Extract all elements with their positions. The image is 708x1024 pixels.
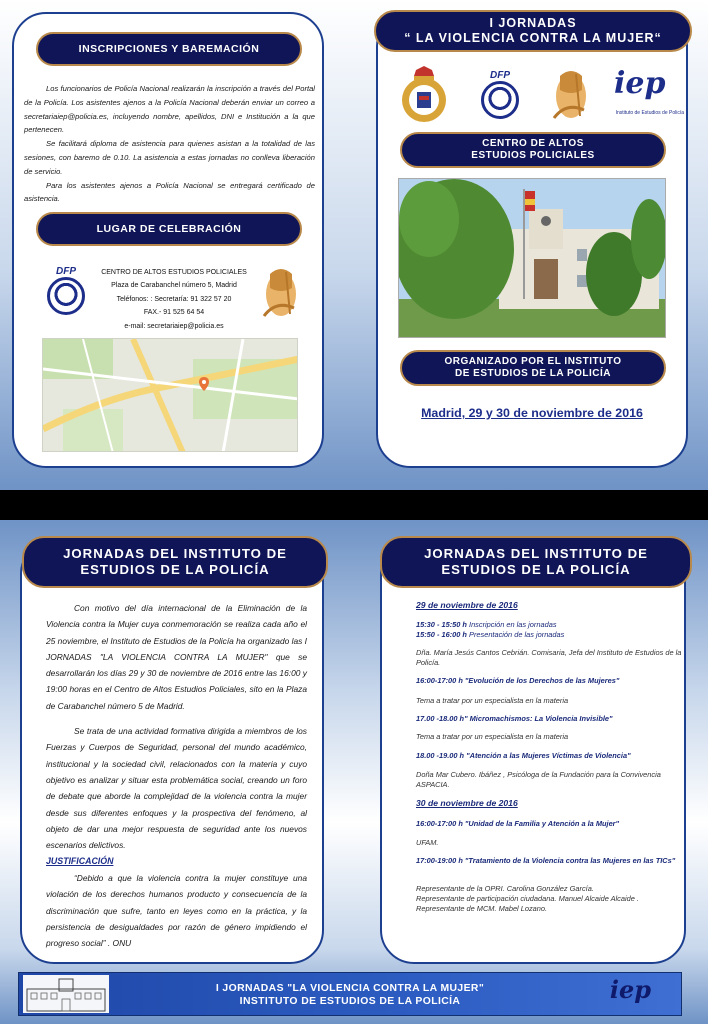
day-header: 29 de noviembre de 2016	[416, 600, 518, 610]
schedule-note: Representante de participación ciudadana. Manuel Alcaide Alcaide .	[416, 894, 639, 903]
day-header: 30 de noviembre de 2016	[416, 798, 518, 808]
map-pin-icon	[199, 377, 209, 391]
schedule-note: Dña. María Jesús Cantos Cebrián. Comisaria, Jefa del Instituto de Estudios de la Policía.	[416, 648, 682, 667]
building-sketch-icon	[23, 975, 109, 1013]
lugar-heading: LUGAR DE CELEBRACIÓN	[36, 212, 302, 246]
schedule-note: Tema a tratar por un especialista en la materia	[416, 696, 569, 705]
address-line: Teléfonos: : Secretaría: 91 322 57 20	[116, 295, 232, 303]
address-line: CENTRO DE ALTOS ESTUDIOS POLICIALES	[101, 269, 247, 276]
schedule-session: 17:00-19:00 h "Tratamiento de la Violencia contra las Mujeres en las TICs"	[416, 856, 676, 865]
centro-heading: CENTRO DE ALTOS ESTUDIOS POLICIALES	[400, 132, 666, 168]
iep-logo-mark: iep	[614, 66, 666, 101]
police-crest-icon	[398, 66, 450, 126]
intro-paragraph: Con motivo del día internacional de la Eliminación de la Violencia contra la Mujer cuya conmemoración se realiza cada año el 25 noviembre, el Instituto de Estudios de la Policía ha organizado las I JORNADAS "LA VIOLENCIA CONTRA LA MUJER" que se desarrollarán los días 29 y 30 de noviembre de 2016 entre las 16:00 y 19:00 horas en el Centro de Altos Estudios Policiales, sito en la Plaza de Carabanchel número 5 de Madrid.	[46, 603, 307, 711]
organizado-heading: ORGANIZADO POR EL INSTITUTO DE ESTUDIOS DE LA POLICÍA	[400, 350, 666, 386]
schedule-session: 18.00 -19.00 h "Atención a las Mujeres Víctimas de Violencia"	[416, 751, 631, 760]
schedule-note: Representante de la OPRI. Carolina González García.	[416, 884, 594, 893]
cover-title: I JORNADAS “ LA VIOLENCIA CONTRA LA MUJER“	[374, 10, 692, 52]
schedule-note: UFAM.	[416, 838, 439, 847]
location-map[interactable]	[42, 338, 298, 452]
schedule-note: Doña Mar Cubero. Ibáñez , Psicóloga de la Fundación para la Convivencia ASPACIA.	[416, 770, 661, 789]
address-block	[96, 266, 252, 333]
programa-schedule	[416, 600, 686, 940]
programa-heading: JORNADAS DEL INSTITUTO DE ESTUDIOS DE LA POLICÍA	[380, 536, 692, 588]
inscripciones-paragraph: Se facilitará diploma de asistencia para quienes asistan a la totalidad de las sesiones, con baremo de 0.10. La asistencia a estas jornadas no conlleva liberación de servicio.	[24, 139, 315, 176]
iep-footer-logo: iep	[609, 975, 651, 1004]
iep-logo	[608, 66, 684, 122]
justificacion-text: “Debido a que la violencia contra la mujer constituye una violación de los derechos humanos producto y consecuencia de la discriminación que sufre, tanto en leyes como en la práctica, y la persistencia de desigualdades por razón de género impidiendo el progreso social” . ONU	[46, 873, 307, 949]
schedule-session: 16:00-17:00 h "Unidad de la Familia y Atención a la Mujer"	[416, 819, 620, 828]
intro-text	[46, 600, 307, 853]
schedule-session: 16:00-17:00 h "Evolución de los Derechos de las Mujeres"	[416, 676, 620, 685]
inscripciones-heading: INSCRIPCIONES Y BAREMACIÓN	[36, 32, 302, 66]
inscripciones-text	[24, 82, 315, 206]
schedule-item: 15:30 - 15:50 h Inscripción en las jornadas	[416, 620, 557, 629]
building-photo	[398, 178, 666, 338]
inscripciones-paragraph: Para los asistentes ajenos a Policía Nacional se entregará certificado de asistencia.	[24, 180, 315, 204]
address-line: Plaza de Carabanchel número 5, Madrid	[111, 282, 237, 290]
schedule-note: Tema a tratar por un especialista en la materia	[416, 732, 569, 741]
footer-banner	[18, 972, 682, 1016]
gold-laurel-head-icon	[546, 66, 596, 124]
dfp-logo-icon: DFP	[472, 70, 528, 120]
event-date: Madrid, 29 y 30 de noviembre de 2016	[421, 406, 643, 420]
schedule-session: 17.00 -18.00 h" Micromachismos: La Violencia Invisible"	[416, 714, 613, 723]
gold-laurel-head-icon	[256, 264, 306, 322]
justificacion-heading: JUSTIFICACIÓN	[46, 856, 114, 866]
dfp-logo-icon: DFP	[38, 266, 94, 316]
intro-heading: JORNADAS DEL INSTITUTO DE ESTUDIOS DE LA POLICÍA	[22, 536, 328, 588]
iep-logo-caption: Instituto de Estudios de Policía	[615, 110, 684, 116]
footer-text: I JORNADAS "LA VIOLENCIA CONTRA LA MUJER" INSTITUTO DE ESTUDIOS DE LA POLICÍA	[215, 983, 485, 1007]
inscripciones-paragraph: Los funcionarios de Policía Nacional realizarán la inscripción a través del Portal de la Policía. Los asistentes ajenos a la Policía Nacional deberán enviar un correo a secretariaiep@policia.es, incluyendo nombre, apellidos, DNI e Institución a la que pertenecen.	[24, 84, 315, 135]
schedule-item: 15:50 - 16:00 h Presentación de las jornadas	[416, 630, 565, 639]
intro-paragraph: Se trata de una actividad formativa dirigida a miembros de los Fuerzas y Cuerpos de Seguridad, personal del mundo académico, institucional y la sociedad civil, relacionados con la materia y cuyo objetivo es analizar y situar esta problemática social, creando un foro de debate que aborde la complejidad de la violencia contra la mujer desde sus diferentes enfoques y la prospectiva del fenómeno, al objeto de dar una mejor respuesta de seguridad ante los nuevos escenarios delictivos.	[46, 726, 307, 851]
address-line: e-mail: secretariaiep@policia.es	[124, 322, 224, 330]
page-divider	[0, 490, 708, 520]
address-line: FAX.- 91 525 64 54	[143, 309, 205, 317]
schedule-note: Representante de MCM. Mabel Lozano.	[416, 904, 548, 913]
